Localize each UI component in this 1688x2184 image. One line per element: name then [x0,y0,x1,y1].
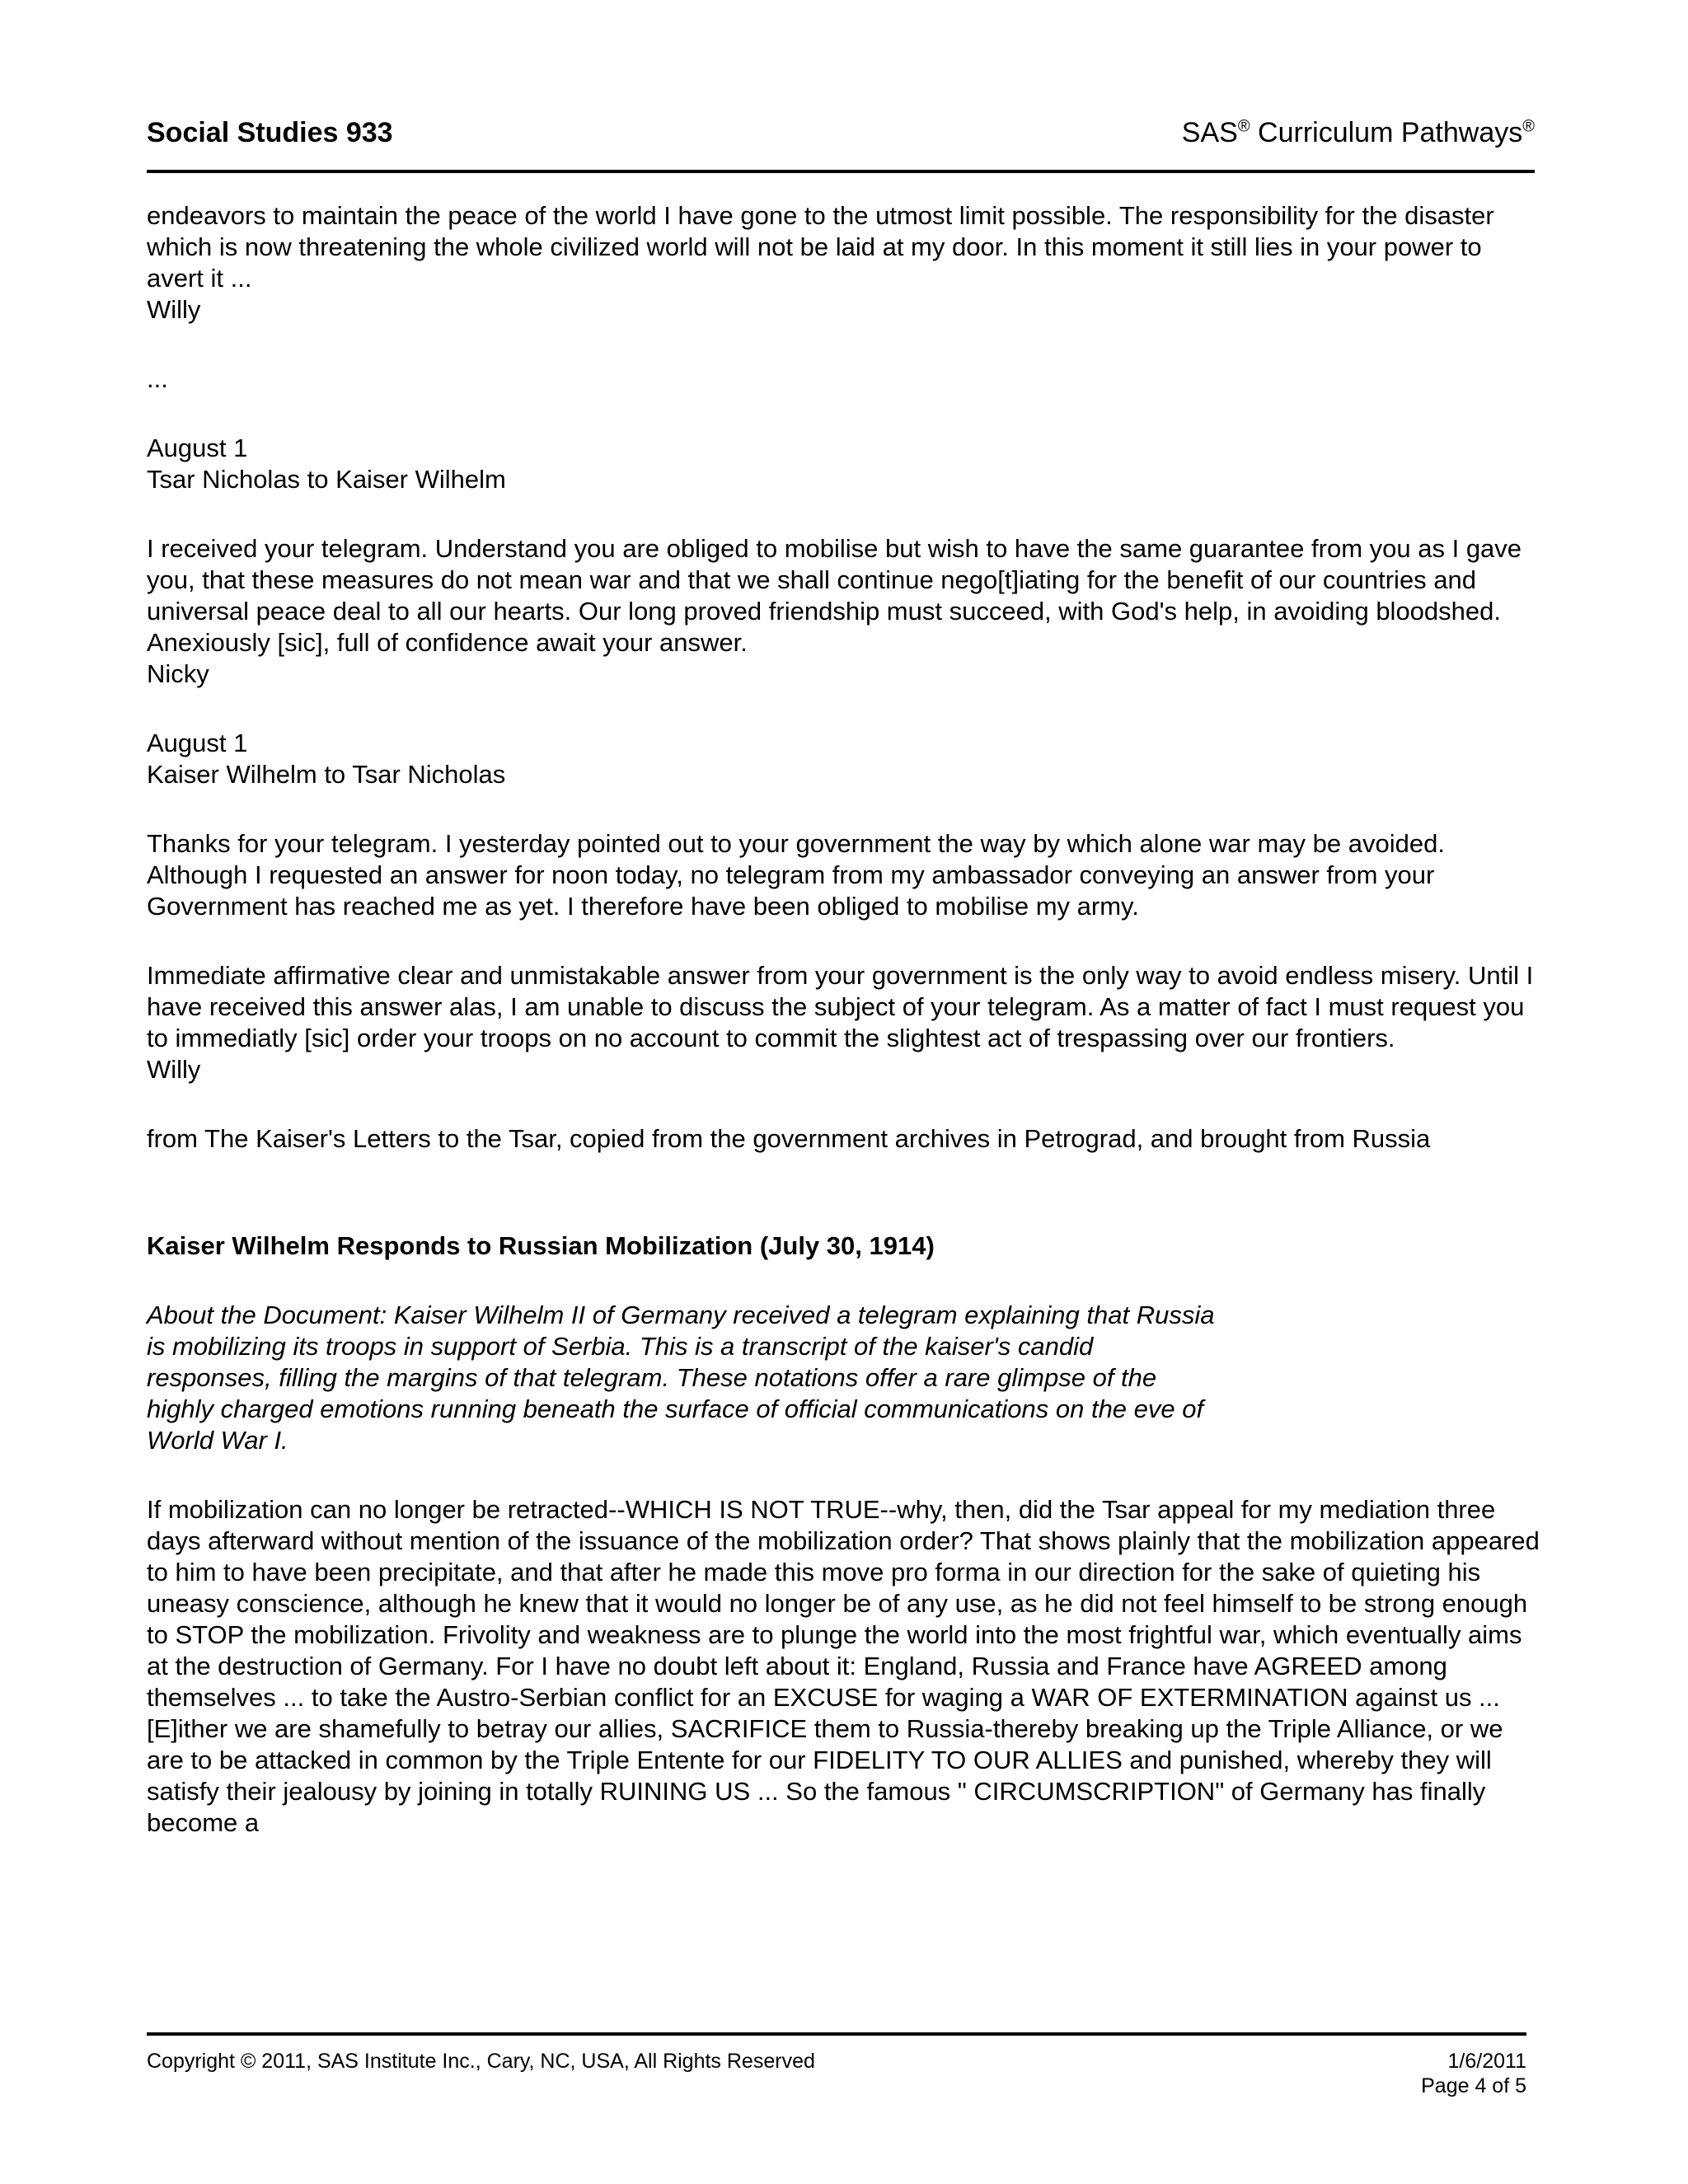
source-citation: from The Kaiser's Letters to the Tsar, copied from the government archives in Petrograd, and brought from Russia [147,1124,1431,1153]
brand-title [1182,117,1535,149]
registered-mark: ® [1522,117,1535,136]
letter-date: August 1 [147,729,248,757]
paragraph: I received your telegram. Understand you are obliged to mobilise but wish to have the same guarantee from you as I gave you, that these measures do not mean war and that we shall continue nego[t]iating for the benefit of our countries and universal peace deal to all our hearts. Our long proved friendship must succeed, with God's help, in avoiding bloodshed. Anexiously [sic], full of confidence await your answer. [147,534,1522,657]
registered-mark: ® [1237,117,1250,136]
page-header [147,114,1535,173]
ellipsis: ... [147,364,168,393]
brand-rest: Curriculum Pathways [1250,117,1523,148]
about-document: About the Document: Kaiser Wilhelm II of Germany received a telegram explaining that Russia is mobilizing its troops in support of Serbia. This is a transcript of the kaiser's candid responses, filling the margins of that telegram. These notations offer a rare glimpse of the highly charged emotions running beneath the surface of official communications on the eve of World War I. [147,1301,1215,1455]
course-title: Social Studies 933 [147,117,393,148]
brand-sas: SAS [1181,117,1238,148]
footer-date: 1/6/2011 [1447,2050,1526,2073]
signature: Willy [147,295,201,324]
letter-date: August 1 [147,434,248,462]
signature: Willy [147,1055,201,1084]
signature: Nicky [147,659,209,688]
spacer [147,1155,1540,1230]
paragraph: endeavors to maintain the peace of the world I have gone to the utmost limit possible. The responsibility for the disaster which is now threatening the whole civilized world will not be laid at my door. In this moment it still lies in your power to avert it ... [147,201,1494,293]
letter-sender: Kaiser Wilhelm to Tsar Nicholas [147,760,506,789]
page-number: Page 4 of 5 [1421,2074,1526,2097]
copyright-notice: Copyright © 2011, SAS Institute Inc., Cary, NC, USA, All Rights Reserved [147,2050,815,2073]
paragraph: If mobilization can no longer be retracted--WHICH IS NOT TRUE--why, then, did the Tsar appeal for my mediation three days afterward without mention of the issuance of the mobilization order? That shows plainly that the mobilization appeared to him to have been precipitate, and that after he made this move pro forma in our direction for the sake of quieting his uneasy conscience, although he knew that it would no longer be of any use, as he did not feel himself to be strong enough to STOP the mobilization. Frivolity and weakness are to plunge the world into the most frightful war, which eventually aims at the destruction of Germany. For I have no doubt left about it: England, Russia and France have AGREED among themselves ... to take the Austro-Serbian conflict for an EXCUSE for waging a WAR OF EXTERMINATION against us ... [E]ither we are shamefully to betray our allies, SACRIFICE them to Russia-thereby breaking up the Triple Alliance, or we are to be attacked in common by the Triple Entente for our FIDELITY TO OUR ALLIES and punished, whereby they will satisfy their jealousy by joining in totally RUINING US ... So the famous " CIRCUMSCRIPTION" of Germany has finally become a [147,1495,1540,1837]
paragraph: Thanks for your telegram. I yesterday pointed out to your government the way by which alone war may be avoided. Although I requested an answer for noon today, no telegram from my ambassador conveying an answer from your Government has reached me as yet. I therefore have been obliged to mobilise my army. [147,829,1445,921]
footer-meta [1421,2049,1526,2098]
section-heading: Kaiser Wilhelm Responds to Russian Mobilization (July 30, 1914) [147,1231,935,1260]
document-body [147,200,1540,1839]
letter-sender: Tsar Nicholas to Kaiser Wilhelm [147,465,506,494]
page-footer [147,2032,1526,2097]
paragraph: Immediate affirmative clear and unmistakable answer from your government is the only way to avoid endless misery. Until I have received this answer alas, I am unable to discuss the subject of your telegram. As a matter of fact I must request you to immediatly [sic] order your troops on no account to commit the slightest act of trespassing over our frontiers. [147,961,1534,1052]
